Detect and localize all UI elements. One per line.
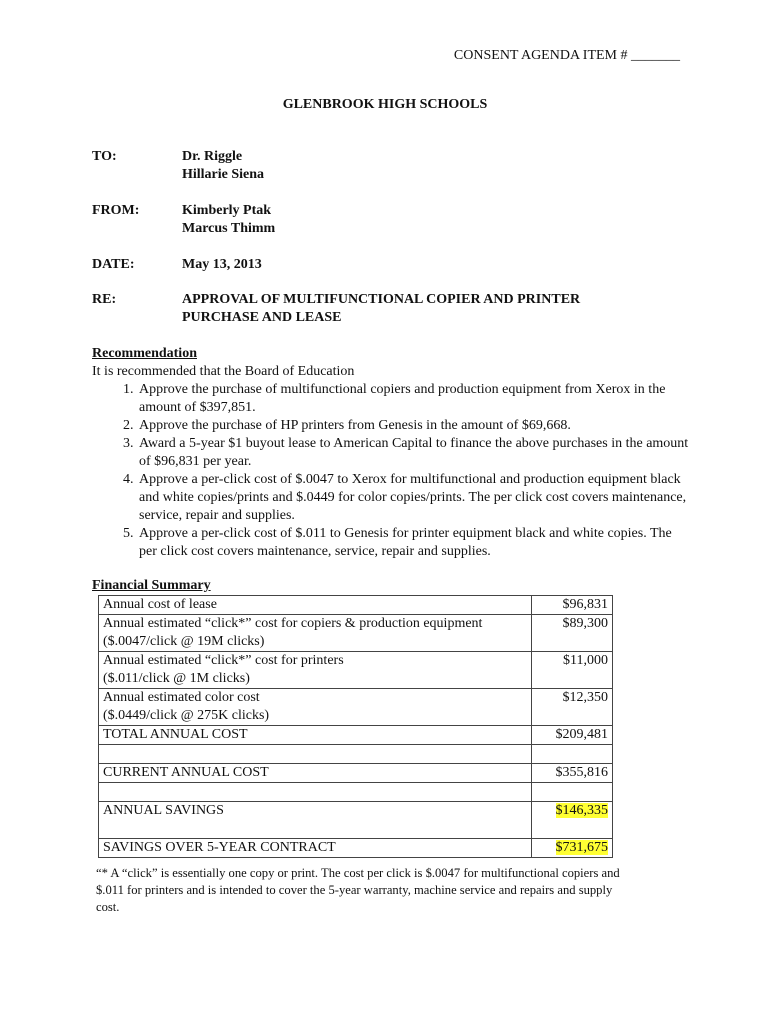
financial-summary-section [92,577,652,858]
to-recipient: Dr. Riggle [182,149,243,164]
row-label: Annual cost of lease [99,596,532,615]
row-amount: $89,300 [532,615,613,652]
empty-cell [99,745,532,764]
footnote: “* A “click” is essentially one copy or print. The cost per click is $.0047 for multifunctional copiers and $.011 for printers and is intended to cover the 5-year warranty, machine service and repairs and supply cost. [96,866,620,914]
recommendation-item: 1. Approve the purchase of multifunctional copiers and production equipment from Xerox in the amount of $397,851. [137,381,692,417]
date-label: DATE: [92,257,135,272]
table-row [99,615,613,652]
row-amount: $96,831 [532,596,613,615]
date-value: May 13, 2013 [182,257,262,272]
recommendation-item: 5. Approve a per-click cost of $.011 to Genesis for printer equipment black and white copies. The per click cost covers maintenance, service, repair and supplies. [137,525,692,561]
table-row [99,689,613,726]
row-label: Annual estimated color cost ($.0449/click @ 275K clicks) [99,689,532,726]
school-name: GLENBROOK HIGH SCHOOLS [282,97,488,112]
row-amount: $12,350 [532,689,613,726]
from-sender: Marcus Thimm [182,221,276,236]
re-subject: APPROVAL OF MULTIFUNCTIONAL COPIER AND PRINTER [182,292,581,307]
table-row [99,726,613,745]
row-amount: $11,000 [532,652,613,689]
re-subject: PURCHASE AND LEASE [182,310,342,325]
financial-summary-heading: Financial Summary [92,578,211,593]
consent-agenda-item: CONSENT AGENDA ITEM # _______ [453,48,680,63]
re-label: RE: [92,292,117,307]
recommendation-item: 3. Award a 5-year $1 buyout lease to American Capital to finance the above purchases in the amount of $96,831 per year. [137,435,692,471]
table-row [99,652,613,689]
table-row [99,764,613,783]
row-amount [532,802,613,839]
recommendation-item: 2. Approve the purchase of HP printers from Genesis in the amount of $69,668. [137,417,692,435]
row-amount: $209,481 [532,726,613,745]
row-label: TOTAL ANNUAL COST [99,726,532,745]
empty-cell [532,783,613,802]
recommendation-section [92,345,692,561]
row-label: ANNUAL SAVINGS [99,802,532,839]
recommendation-intro: It is recommended that the Board of Education [92,364,355,379]
table-row [99,802,613,839]
table-row [99,596,613,615]
from-sender: Kimberly Ptak [182,203,272,218]
row-label: Annual estimated “click*” cost for printers ($.011/click @ 1M clicks) [99,652,532,689]
row-label: Annual estimated “click*” cost for copiers & production equipment ($.0047/click @ 19M clicks) [99,615,532,652]
table-row-spacer [99,745,613,764]
highlighted-amount: $731,675 [555,840,608,855]
recommendation-list [92,381,692,561]
financial-summary-table [98,595,613,858]
row-label: CURRENT ANNUAL COST [99,764,532,783]
table-row-spacer [99,783,613,802]
recommendation-item: 4. Approve a per-click cost of $.0047 to Xerox for multifunctional and production equipment black and white copies/prints and $.0449 for color copies/prints. The per click cost covers maintenance, service, repair and supplies. [137,471,692,525]
to-recipient: Hillarie Siena [182,167,265,182]
empty-cell [99,783,532,802]
empty-cell [532,745,613,764]
row-amount [532,839,613,858]
row-amount: $355,816 [532,764,613,783]
to-label: TO: [92,149,117,164]
table-row [99,839,613,858]
from-label: FROM: [92,203,140,218]
recommendation-heading: Recommendation [92,346,197,361]
row-label: SAVINGS OVER 5-YEAR CONTRACT [99,839,532,858]
highlighted-amount: $146,335 [555,803,608,818]
